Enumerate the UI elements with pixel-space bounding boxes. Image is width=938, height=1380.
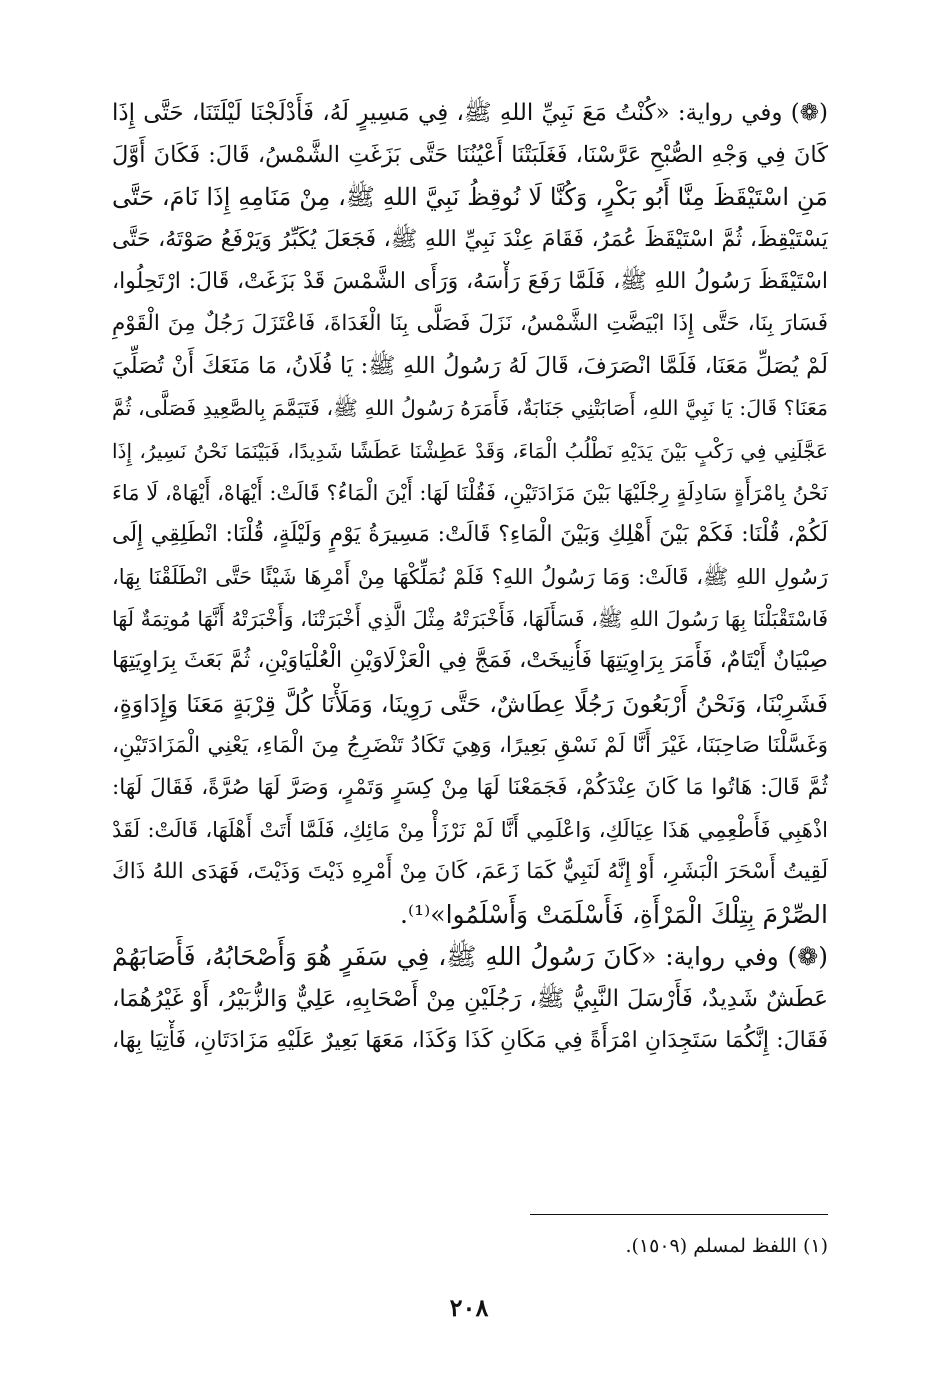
text-line: اسْتَيْقَظَ رَسُولُ اللهِ ﷺ، فَلَمَّا رَفَعَ رَأْسَهُ، وَرَأَى الشَّمْسَ قَدْ بَزَغَتْ، قَالَ: ارْتَحِلُوا، <box>112 268 828 294</box>
text-line: عَطَشٌ شَدِيدٌ، فَأَرْسَلَ النَّبِيُّ ﷺ، رَجُلَيْنِ مِنْ أَصْحَابِهِ، عَلِيٌّ وَالزُّبَيْرُ، أَوْ غَيْرُهُمَا، <box>112 985 828 1012</box>
text-line: (❁) وفي رواية: «كَانَ رَسُولُ اللهِ ﷺ، فِي سَفَرٍ هُوَ وَأَصْحَابُهُ، فَأَصَابَهُمْ <box>112 941 828 971</box>
text-line: فَشَرِبْنَا، وَنَحْنُ أَرْبَعُونَ رَجُلًا عِطَاشٌ، حَتَّى رَوِينَا، وَمَلَأْنَا كُلَّ قِرْبَةٍ مَعَنَا وَإِدَاوَةٍ، <box>112 689 828 718</box>
text-line: نَحْنُ بِامْرَأَةٍ سَادِلَةٍ رِجْلَيْهَا بَيْنَ مَزَادَتَيْنِ، فَقُلْنَا لَهَا: أَيْنَ الْمَاءُ؟ قَالَتْ: أَيْهَاهْ، أَيْهَاهْ، لَا مَاءَ <box>112 480 828 505</box>
text-line: اذْهَبِي فَأَطْعِمِي هَذَا عِيَالَكِ، وَاعْلَمِي أَنَّا لَمْ نَرْزَأْ مِنْ مَائِكِ، فَلَمَّا أَتَتْ أَهْلَهَا، قَالَتْ: لَقَدْ <box>112 818 828 843</box>
text-line: كَانَ فِي وَجْهِ الصُّبْحِ عَرَّسْنَا، فَغَلَبَتْنَا أَعْيُنُنَا حَتَّى بَزَغَتِ الشَّمْسُ، قَالَ: فَكَانَ أَوَّلَ <box>112 142 828 169</box>
text-line: فَقَالَ: إِنَّكُمَا سَتَجِدَانِ امْرَأَةً فِي مَكَانِ كَذَا وَكَذَا، مَعَهَا بَعِيرٌ عَلَيْهِ مَزَادَتَانِ، فَأْتِيَا بِهَا، <box>112 1028 828 1054</box>
text-line: فَاسْتَقْبَلْنَا بِهَا رَسُولَ اللهِ ﷺ، فَسَأَلَهَا، فَأَخْبَرَتْهُ مِثْلَ الَّذِي أَخْبَرَتْنَا، وَأَخْبَرَتْهُ أَنَّهَا مُوتِمَةٌ لَهَا <box>112 607 828 632</box>
text-line: رَسُولِ اللهِ ﷺ، قَالَتْ: وَمَا رَسُولُ اللهِ؟ فَلَمْ نُمَلِّكْهَا مِنْ أَمْرِهَا شَيْئًا حَتَّى انْطَلَقْنَا بِهَا، <box>112 565 828 590</box>
footnote-divider <box>530 1214 828 1215</box>
text-line: لَمْ يُصَلِّ مَعَنَا، فَلَمَّا انْصَرَفَ، قَالَ لَهُ رَسُولُ اللهِ ﷺ: يَا فُلَانُ، مَا مَنَعَكَ أَنْ تُصَلِّيَ <box>112 353 828 380</box>
text-line: وَغَسَّلْنَا صَاحِبَنَا، غَيْرَ أَنَّا لَمْ نَسْقِ بَعِيرًا، وَهِيَ تَكَادُ تَنْضَرِجُ مِنَ الْمَاءِ، يَعْنِي الْمَزَادَتَيْنِ، <box>112 732 828 758</box>
footnote: (١) اللفظ لمسلم (١٥٠٩). <box>625 1235 828 1257</box>
text-line-last: الصِّرْمَ بِتِلْكَ الْمَرْأَةِ، فَأَسْلَمَتْ وَأَسْلَمُوا»⁽¹⁾. <box>400 899 828 929</box>
text-line: مَنِ اسْتَيْقَظَ مِنَّا أَبُو بَكْرٍ، وَكُنَّا لَا نُوقِظُ نَبِيَّ اللهِ ﷺ، مِنْ مَنَامِهِ إِذَا نَامَ، حَتَّى <box>112 183 828 212</box>
text-line: لَقِيتُ أَسْحَرَ الْبَشَرِ، أَوْ إِنَّهُ لَنَبِيٌّ كَمَا زَعَمَ، كَانَ مِنْ أَمْرِهِ ذَيْتَ وَذَيْتَ، فَهَدَى اللهُ ذَاكَ <box>112 859 828 885</box>
text-line: صِبْيَانٌ أَيْتَامٌ، فَأَمَرَ بِرَاوِيَتِهَا فَأُنِيخَتْ، فَمَجَّ فِي الْعَزْلَاوَيْنِ الْعُلْيَاوَيْنِ، ثُمَّ بَعَثَ بِرَاوِيَتِهَا <box>112 648 828 674</box>
text-line: عَجَّلَنِي فِي رَكْبٍ بَيْنَ يَدَيْهِ نَطْلُبُ الْمَاءَ، وَقَدْ عَطِشْنَا عَطَشًا شَدِيدًا، فَبَيْنَمَا نَحْنُ نَسِيرُ، إِذَا <box>112 438 828 463</box>
page-number: ٢٠٨ <box>449 1293 489 1322</box>
text-line: مَعَنَا؟ قَالَ: يَا نَبِيَّ اللهِ، أَصَابَتْنِي جَنَابَةٌ، فَأَمَرَهُ رَسُولُ اللهِ ﷺ، فَتَيَمَّمَ بِالصَّعِيدِ فَصَلَّى، ثُمَّ <box>112 396 828 421</box>
text-line: ثُمَّ قَالَ: هَاتُوا مَا كَانَ عِنْدَكُمْ، فَجَمَعْنَا لَهَا مِنْ كِسَرٍ وَتَمْرٍ، وَصَرَّ لَهَا صُرَّةً، فَقَالَ لَهَا: <box>112 775 828 800</box>
text-line: فَسَارَ بِنَا، حَتَّى إِذَا ابْيَضَّتِ الشَّمْسُ، نَزَلَ فَصَلَّى بِنَا الْغَدَاةَ، فَاعْتَزَلَ رَجُلٌ مِنَ الْقَوْمِ <box>112 310 828 336</box>
text-line: (❁) وفي رواية: «كُنْتُ مَعَ نَبِيِّ اللهِ ﷺ، فِي مَسِيرٍ لَهُ، فَأَدْلَجْنَا لَيْلَتَنَا، حَتَّى إِذَا <box>112 100 828 126</box>
text-line: لَكُمْ، قُلْنَا: فَكَمْ بَيْنَ أَهْلِكِ وَبَيْنَ الْمَاءِ؟ قَالَتْ: مَسِيرَةُ يَوْمٍ وَلَيْلَةٍ، قُلْنَا: انْطَلِقِي إِلَى <box>112 521 828 547</box>
body-text <box>112 92 828 1062</box>
text-line: يَسْتَيْقِظَ، ثُمَّ اسْتَيْقَظَ عُمَرُ، فَقَامَ عِنْدَ نَبِيِّ اللهِ ﷺ، فَجَعَلَ يُكَبِّرُ وَيَرْفَعُ صَوْتَهُ، حَتَّى <box>112 226 828 252</box>
